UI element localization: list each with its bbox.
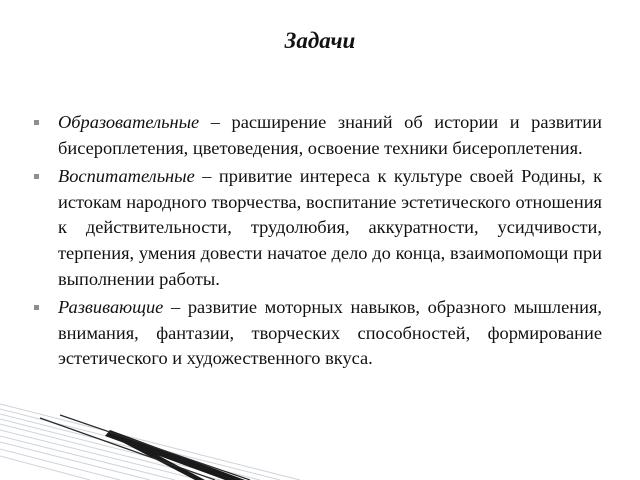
list-item-educational	[34, 110, 602, 161]
item-text: – привитие интереса к культуре своей Родины, к истокам народного творчества, воспитание эстетического отношения к действительности, трудолюбия, аккуратности, усидчивости, терпения, умения довести начатое дело до конца, взаимопомощи при выполнении работы.	[58, 166, 602, 289]
item-term: Развивающие	[58, 297, 164, 318]
square-bullet-icon	[34, 174, 39, 179]
item-text: – развитие моторных навыков, образного мышления, внимания, фантазии, творческих способностей, формирование эстетического и художественного вкуса.	[58, 297, 602, 369]
item-term: Воспитательные	[58, 166, 195, 187]
dark-diagonal-band	[105, 430, 245, 480]
dark-diagonal-lines	[40, 415, 250, 480]
list-item-upbringing	[34, 164, 602, 292]
list-item-developmental	[34, 295, 602, 372]
square-bullet-icon	[34, 120, 39, 125]
square-bullet-icon	[34, 305, 39, 310]
item-text: – расширение знаний об истории и развитии бисероплетения, цветоведения, освоение техники бисероплетения.	[58, 112, 602, 158]
task-list	[34, 110, 602, 375]
item-term: Образовательные	[58, 112, 200, 132]
light-diagonal-lines	[0, 404, 300, 480]
slide-title: Задачи	[284, 28, 356, 53]
